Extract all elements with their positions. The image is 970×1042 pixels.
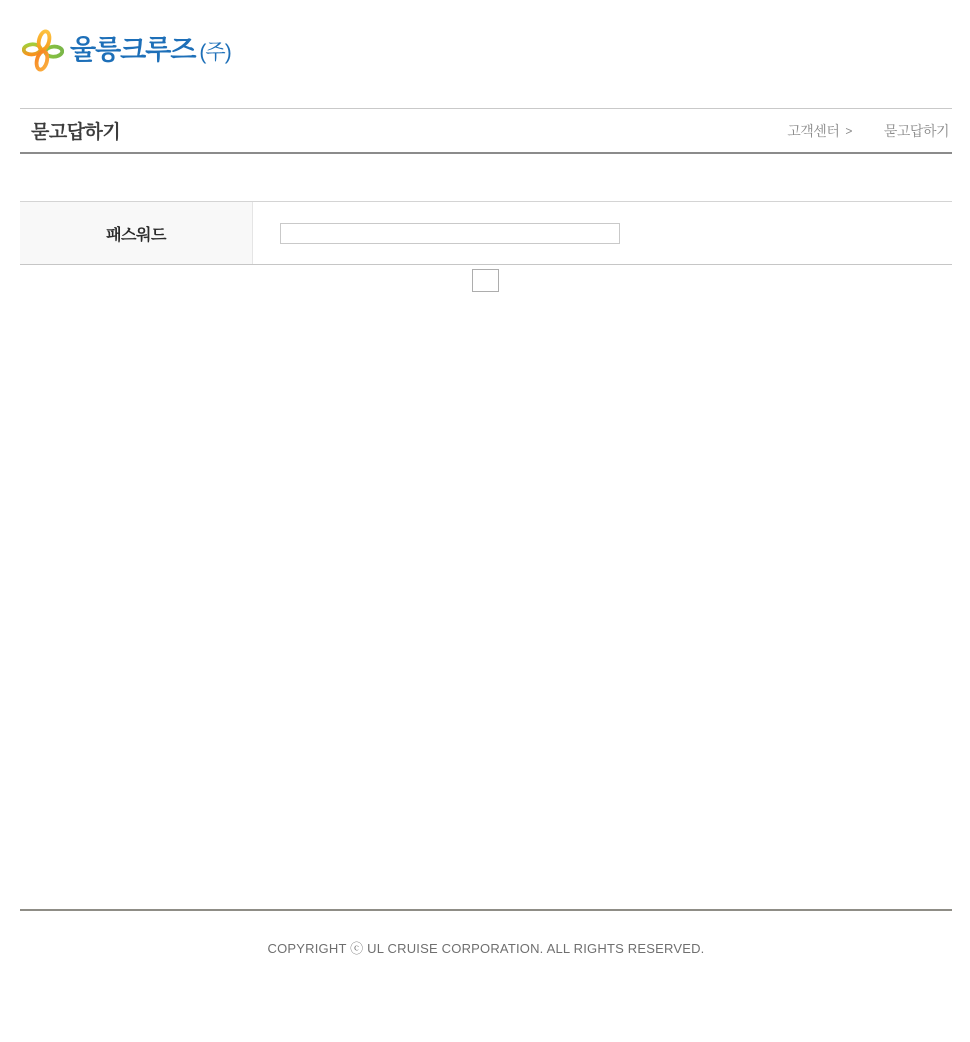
password-form-table xyxy=(20,201,952,265)
company-logo[interactable] xyxy=(22,28,231,73)
password-cell xyxy=(253,202,952,264)
submit-row xyxy=(0,269,970,296)
breadcrumb xyxy=(787,121,952,141)
breadcrumb-current: 묻고답하기 xyxy=(883,122,949,139)
page-title: 묻고답하기 xyxy=(31,122,121,143)
copyright-text: COPYRIGHT ⓒ UL CRUISE CORPORATION. ALL RIGHTS RESERVED. xyxy=(267,941,705,956)
company-name: 울릉크루즈 xyxy=(70,35,196,65)
title-bar xyxy=(20,108,952,154)
submit-button[interactable] xyxy=(472,269,499,292)
password-label: 패스워드 xyxy=(20,202,253,264)
password-input[interactable] xyxy=(280,223,620,244)
page-footer xyxy=(20,909,952,957)
flower-pinwheel-icon xyxy=(22,28,64,73)
breadcrumb-separator: > xyxy=(845,123,852,138)
breadcrumb-parent[interactable]: 고객센터 xyxy=(787,122,840,139)
page-header xyxy=(20,0,952,108)
company-suffix: (주) xyxy=(199,40,231,64)
